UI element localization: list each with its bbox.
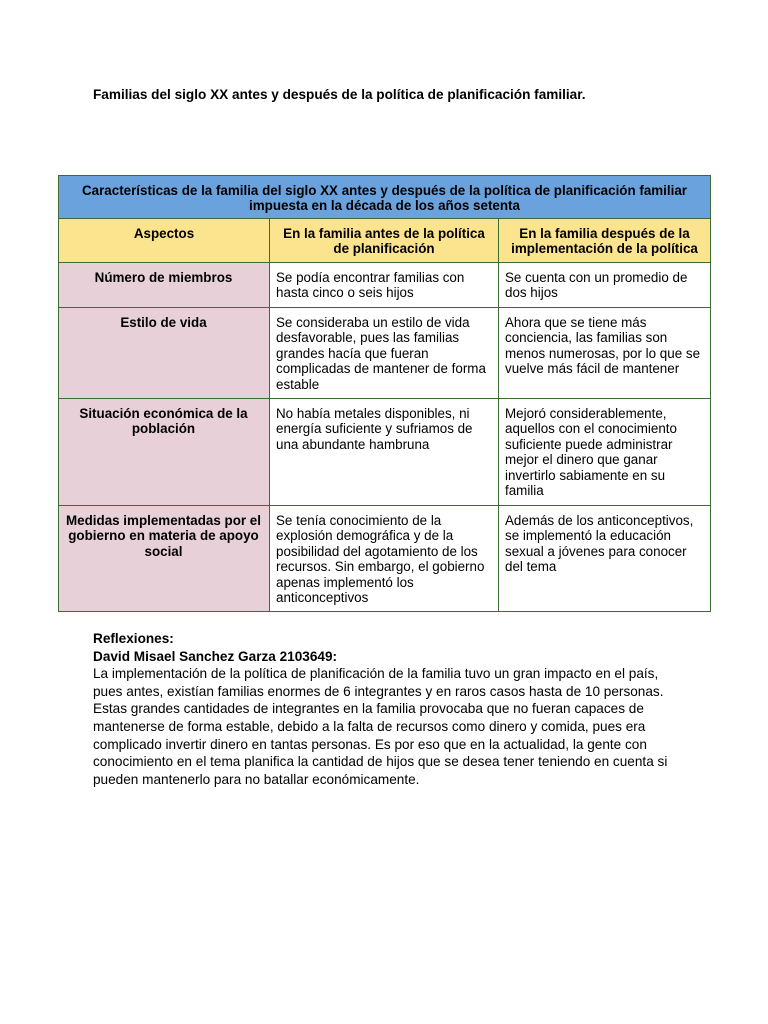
before-cell: Se consideraba un estilo de vida desfavorable, pues las familias grandes hacía que fueran complicadas de mantener de forma estable xyxy=(270,308,499,399)
aspect-cell: Número de miembros xyxy=(59,263,270,308)
table-header-row xyxy=(59,219,711,263)
table-row xyxy=(59,399,711,506)
table-row xyxy=(59,308,711,399)
table-row xyxy=(59,263,711,308)
reflections-section xyxy=(93,630,683,788)
aspect-cell: Situación económica de la población xyxy=(59,399,270,506)
after-cell: Mejoró considerablemente, aquellos con el conocimiento suficiente puede administrar mejor el dinero que ganar invertirlo sabiamente en su familia xyxy=(499,399,711,506)
before-cell: Se podía encontrar familias con hasta cinco o seis hijos xyxy=(270,263,499,308)
reflections-author: David Misael Sanchez Garza 2103649: xyxy=(93,648,338,664)
document-title: Familias del siglo XX antes y después de la política de planificación familiar. xyxy=(93,87,586,102)
comparison-table xyxy=(58,175,711,612)
before-cell: No había metales disponibles, ni energía suficiente y sufriamos de una abundante hambruna xyxy=(270,399,499,506)
aspect-cell: Estilo de vida xyxy=(59,308,270,399)
header-before: En la familia antes de la política de planificación xyxy=(270,219,499,263)
after-cell: Se cuenta con un promedio de dos hijos xyxy=(499,263,711,308)
reflections-label: Reflexiones: xyxy=(93,631,174,646)
reflections-text: La implementación de la política de planificación de la familia tuvo un gran impacto en el país, pues antes, existían familias enormes de 6 integrantes y en raros casos hasta de 10 personas. Estas grandes cantidades de integrantes en la familia provocaba que no fueran capaces de mantenerse de forma estable, debido a la falta de recursos como dinero y comida, pues era complicado invertir dinero en tantas personas. Es por eso que en la actualidad, la gente con conocimiento en el tema planifica la cantidad de hijos que se desea tener teniendo en cuenta si pueden mantenerlo para no batallar económicamente. xyxy=(93,666,668,787)
aspect-cell: Medidas implementadas por el gobierno en materia de apoyo social xyxy=(59,506,270,612)
after-cell: Ahora que se tiene más conciencia, las familias son menos numerosas, por lo que se vuelve más fácil de mantener xyxy=(499,308,711,399)
before-cell: Se tenía conocimiento de la explosión demográfica y de la posibilidad del agotamiento de los recursos. Sin embargo, el gobierno apenas implementó los anticonceptivos xyxy=(270,506,499,612)
table-row xyxy=(59,506,711,612)
table-caption-row xyxy=(59,176,711,219)
header-after: En la familia después de la implementación de la política xyxy=(499,219,711,263)
header-aspects: Aspectos xyxy=(59,219,270,263)
table-caption: Características de la familia del siglo XX antes y después de la política de planificación familiar impuesta en la década de los años setenta xyxy=(59,176,711,219)
after-cell: Además de los anticonceptivos, se implementó la educación sexual a jóvenes para conocer del tema xyxy=(499,506,711,612)
